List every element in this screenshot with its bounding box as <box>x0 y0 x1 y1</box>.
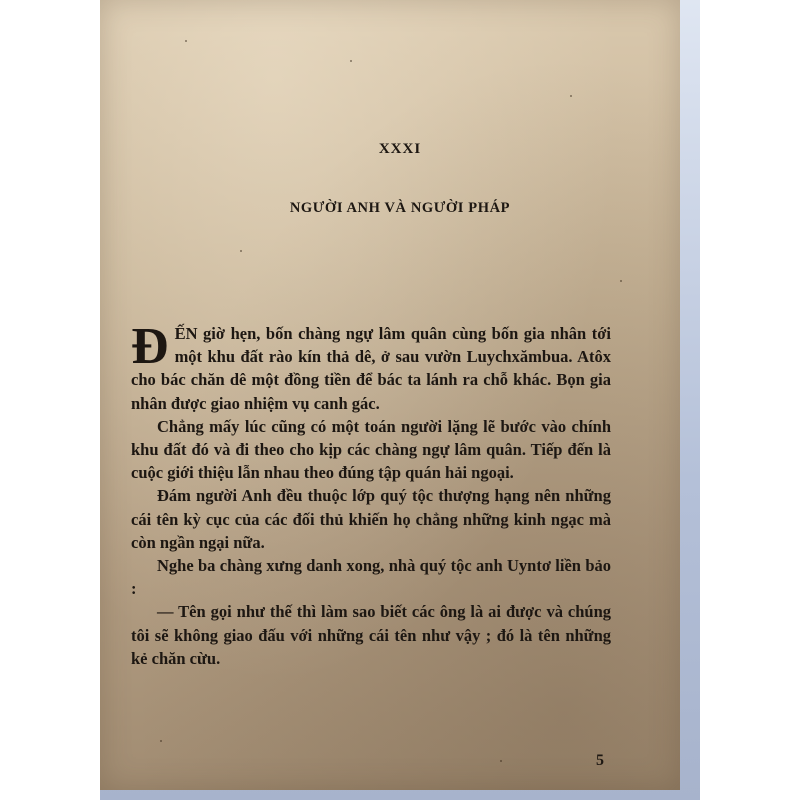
paper-speck <box>620 280 622 282</box>
paragraph-5-dialogue: — Tên gọi như thế thì làm sao biết các ông là ai được và chúng tôi sẽ không giao đấu với những cái tên như vậy ; đó là tên những kẻ chăn cừu. <box>131 602 611 668</box>
book-page <box>100 0 680 790</box>
chapter-number: XXXI <box>378 141 422 157</box>
paper-speck <box>570 95 572 97</box>
paper-speck <box>185 40 187 42</box>
paragraph-2: Chẳng mấy lúc cũng có một toán người lặng lẽ bước vào chính khu đất đó và đi theo cho kịp các chàng ngự lâm quân. Tiếp đến là cuộc giới thiệu lẫn nhau theo đúng tập quán hải ngoại. <box>131 416 611 483</box>
page-number: 5 <box>596 752 604 769</box>
paragraph-1-text: ẾN giờ hẹn, bốn chàng ngự lâm quân cùng bốn gia nhân tới một khu đất rào kín thả dê, ở sau vườn Luychxămbua. Atôx cho bác chăn dê một đồng tiền để bác ta lánh ra chỗ khác. Bọn gia nhân được giao nhiệm vụ canh gác. <box>131 324 611 413</box>
drop-cap: Đ <box>131 318 169 375</box>
chapter-body <box>131 318 611 670</box>
paragraph-4: Nghe ba chàng xưng danh xong, nhà quý tộc anh Uyntơ liền bảo : <box>131 556 611 599</box>
paper-speck <box>160 740 162 742</box>
paper-speck <box>350 60 352 62</box>
paper-speck <box>240 250 242 252</box>
paragraph-3: Đám người Anh đều thuộc lớp quý tộc thượng hạng nên những cái tên kỳ cục của các đối thủ khiến họ chẳng những kinh ngạc mà còn ngần ngại nữa. <box>131 486 611 552</box>
paper-speck <box>500 760 502 762</box>
paragraph-1 <box>131 318 611 415</box>
chapter-title: NGƯỜI ANH VÀ NGƯỜI PHÁP <box>289 200 511 216</box>
